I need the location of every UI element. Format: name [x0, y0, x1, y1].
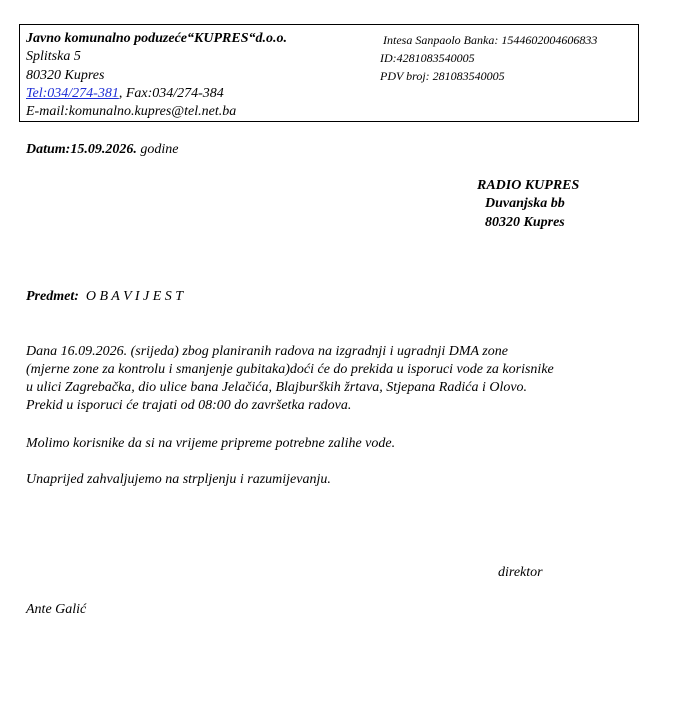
- company-name: Javno komunalno poduzeće“KUPRES“d.o.o.: [26, 31, 287, 46]
- subject-line: [26, 288, 183, 306]
- bank-account: Intesa Sanpaolo Banka: 1544602004606833: [383, 33, 598, 47]
- company-city: 80320 Kupres: [26, 68, 105, 83]
- fax-text: , Fax:034/274-384: [118, 86, 224, 101]
- subject-label: Predmet:: [26, 289, 79, 304]
- notice-body: [26, 343, 554, 415]
- date-suffix: godine: [136, 142, 179, 157]
- body-line: Dana 16.09.2026. (srijeda) zbog planiranih radova na izgradnji i ugradnji DMA zone: [26, 344, 508, 359]
- signature-name: Ante Galić: [26, 602, 87, 617]
- thanks-line: Unaprijed zahvaljujemo na strpljenju i razumijevanju.: [26, 472, 331, 487]
- company-phone-line: [26, 85, 224, 103]
- company-email: E-mail:komunalno.kupres@tel.net.ba: [26, 104, 237, 119]
- recipient-name: RADIO KUPRES: [477, 178, 580, 193]
- request-line: Molimo korisnike da si na vrijeme pripreme potrebne zalihe vode.: [26, 436, 396, 451]
- vat-number: PDV broj: 281083540005: [380, 69, 505, 83]
- date-line: [26, 141, 178, 159]
- date-label: Datum:15.09.2026.: [26, 142, 137, 157]
- recipient-street: Duvanjska bb: [485, 196, 565, 211]
- body-line: Prekid u isporuci će trajati od 08:00 do završetka radova.: [26, 398, 352, 413]
- company-id: ID:4281083540005: [380, 51, 475, 65]
- company-street: Splitska 5: [26, 49, 81, 64]
- subject-title: O B A V I J E S T: [85, 289, 184, 304]
- signature-title: direktor: [498, 565, 543, 580]
- recipient-city: 80320 Kupres: [485, 215, 565, 230]
- body-line: (mjerne zone za kontrolu i smanjenje gubitaka)doći će do prekida u isporuci vode za korisnike: [26, 362, 554, 377]
- phone-link[interactable]: Tel:034/274-381: [26, 86, 119, 101]
- body-line: u ulici Zagrebačka, dio ulice bana Jelačića, Blajburških žrtava, Stjepana Radića i Olovo.: [26, 380, 528, 395]
